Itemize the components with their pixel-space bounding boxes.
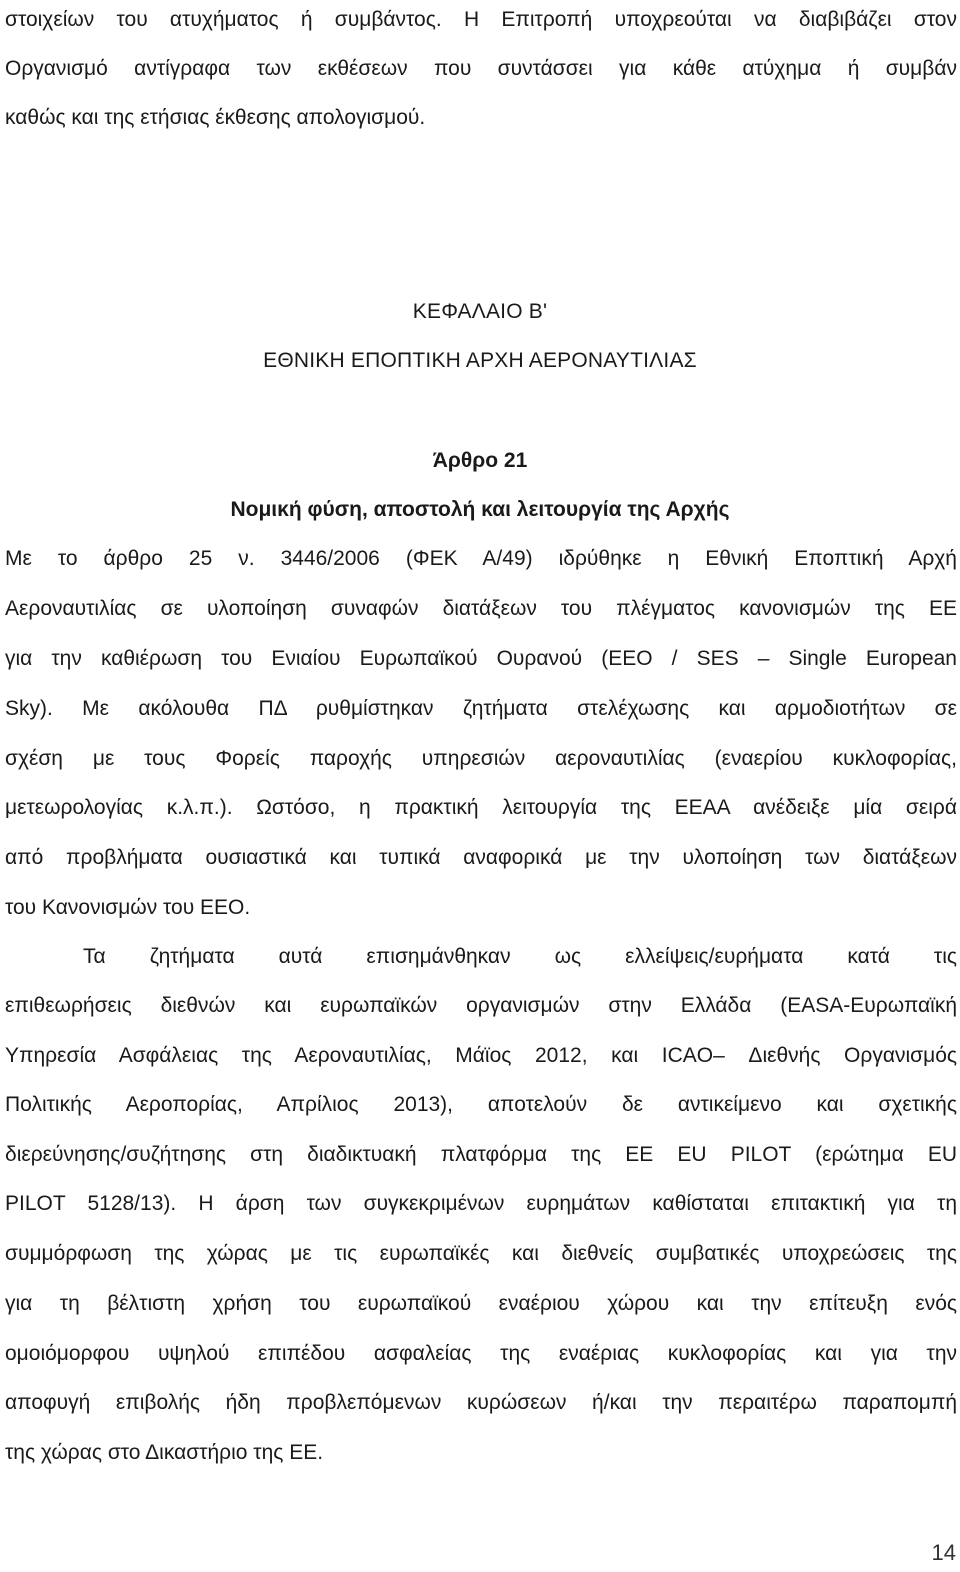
- paragraph2-line-5: διερεύνησης/συζήτησης στη διαδικτυακή πλατφόρμα της ΕΕ EU PILOT (ερώτημα EU: [5, 1143, 957, 1166]
- paragraph2-line-4: Πολιτικής Αεροπορίας, Απρίλιος 2013), αποτελούν δε αντικείμενο και σχετικής: [5, 1093, 957, 1116]
- intro-line-2: Οργανισμό αντίγραφα των εκθέσεων που συντάσσει για κάθε ατύχημα ή συμβάν: [5, 57, 957, 80]
- paragraph2-line-7: συμμόρφωση της χώρας με τις ευρωπαϊκές και διεθνείς συμβατικές υποχρεώσεις της: [5, 1242, 957, 1265]
- paragraph2-line-8: για τη βέλτιστη χρήση του ευρωπαϊκού εναέριου χώρου και την επίτευξη ενός: [5, 1292, 957, 1315]
- paragraph2-line-10: αποφυγή επιβολής ήδη προβλεπόμενων κυρώσεων ή/και την περαιτέρω παραπομπή: [5, 1391, 957, 1414]
- paragraph1-line-6: μετεωρολογίας κ.λ.π.). Ωστόσο, η πρακτική λειτουργία της ΕΕΑΑ ανέδειξε μία σειρά: [5, 796, 957, 819]
- paragraph2-line-3: Υπηρεσία Ασφάλειας της Αεροναυτιλίας, Μάϊος 2012, και ICAO– Διεθνής Οργανισμός: [5, 1044, 957, 1067]
- chapter-title: ΚΕΦΑΛΑΙΟ Β': [412, 300, 548, 323]
- intro-line-1: στοιχείων του ατυχήματος ή συμβάντος. Η Επιτροπή υποχρεούται να διαβιβάζει στον: [5, 8, 957, 31]
- paragraph1-line-8: του Κανονισμών του ΕΕΟ.: [5, 896, 251, 919]
- paragraph2-line-11: της χώρας στο Δικαστήριο της ΕΕ.: [5, 1441, 324, 1464]
- paragraph2-line-2: επιθεωρήσεις διεθνών και ευρωπαϊκών οργανισμών στην Ελλάδα (EASA-Ευρωπαϊκή: [5, 994, 957, 1017]
- paragraph2-line-9: ομοιόμορφου υψηλού επιπέδου ασφαλείας της εναέριας κυκλοφορίας και για την: [5, 1342, 957, 1365]
- paragraph1-line-5: σχέση με τους Φορείς παροχής υπηρεσιών αεροναυτιλίας (εναερίου κυκλοφορίας,: [5, 747, 957, 770]
- paragraph1-line-3: για την καθιέρωση του Ενιαίου Ευρωπαϊκού Ουρανού (ΕΕΟ / SES – Single European: [5, 647, 957, 670]
- paragraph1-line-2: Αεροναυτιλίας σε υλοποίηση συναφών διατάξεων του πλέγματος κανονισμών της ΕΕ: [5, 597, 957, 620]
- chapter-subtitle: ΕΘΝΙΚΗ ΕΠΟΠΤΙΚΗ ΑΡΧΗ ΑΕΡΟΝΑΥΤΙΛΙΑΣ: [263, 349, 697, 372]
- article-subtitle: Νομική φύση, αποστολή και λειτουργία της Αρχής: [230, 498, 730, 521]
- article-title: Άρθρο 21: [432, 449, 528, 472]
- paragraph2-line-1: Τα ζητήματα αυτά επισημάνθηκαν ως ελλείψεις/ευρήματα κατά τις: [83, 945, 957, 968]
- intro-line-3: καθώς και της ετήσιας έκθεσης απολογισμού.: [5, 106, 426, 129]
- paragraph2-line-6: PILOT 5128/13). Η άρση των συγκεκριμένων ευρημάτων καθίσταται επιτακτική για τη: [5, 1192, 957, 1215]
- paragraph1-line-1: Με το άρθρο 25 ν. 3446/2006 (ΦΕΚ Α/49) ιδρύθηκε η Εθνική Εποπτική Αρχή: [5, 547, 957, 570]
- paragraph1-line-7: από προβλήματα ουσιαστικά και τυπικά αναφορικά με την υλοποίηση των διατάξεων: [5, 846, 957, 869]
- paragraph1-line-4: Sky). Με ακόλουθα ΠΔ ρυθμίστηκαν ζητήματα στελέχωσης και αρμοδιοτήτων σε: [5, 697, 957, 720]
- page-number: 14: [931, 1540, 956, 1565]
